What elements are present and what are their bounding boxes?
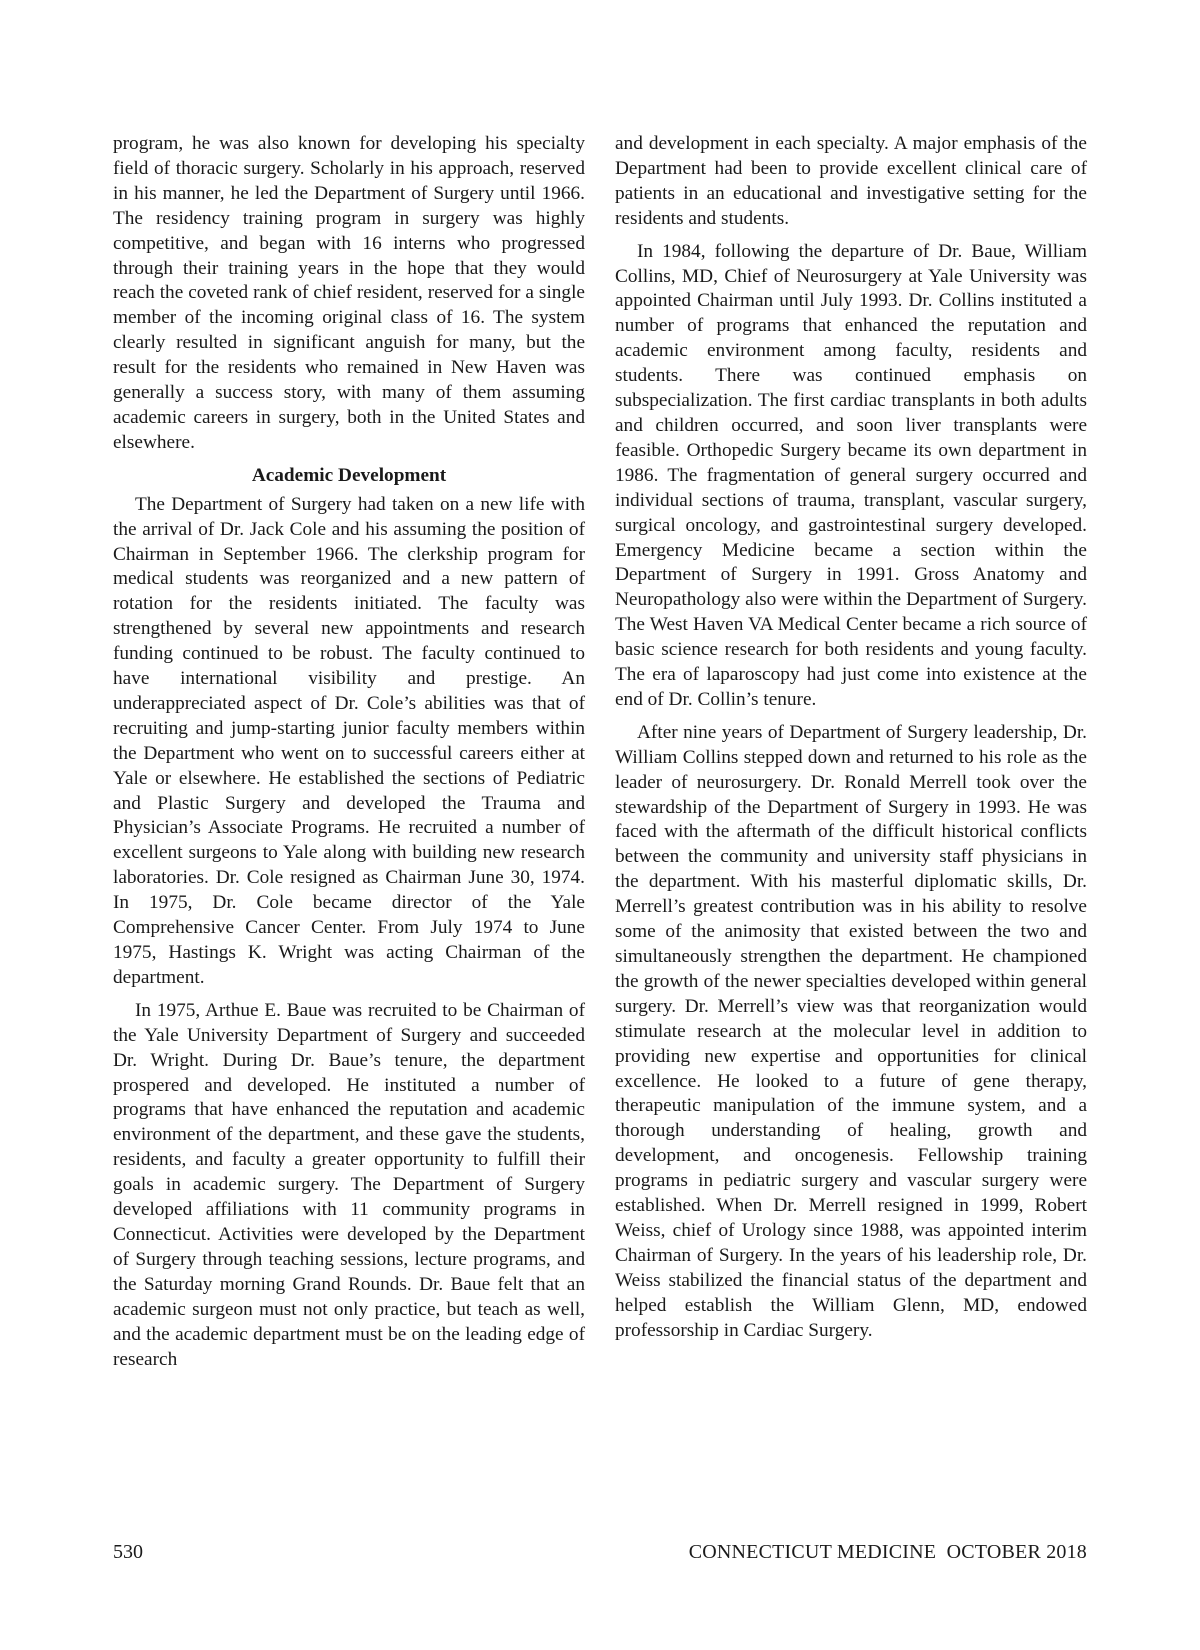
journal-title: CONNECTICUT MEDICINE [688, 1541, 937, 1563]
right-paragraph-3: After nine years of Department of Surgery leadership, Dr. William Collins stepped down and returned to his role as the leader of neurosurgery. Dr. Ronald Merrell took over the stewardship of the Department of Surgery in 1993. He was faced with the aftermath of the difficult historical conflicts between the community and university staff physicians in the department. With his masterful diplomatic skills, Dr. Merrell’s greatest contribution was in his ability to resolve some of the animosity that existed between the two and simultaneously strengthen the department. He championed the growth of the newer specialties developed within general surgery. Dr. Merrell’s view was that reorganization would stimulate research at the molecular level in addition to providing new expertise and opportunities for clinical excellence. He looked to a future of gene therapy, therapeutic manipulation of the immune system, and a thorough understanding of healing, growth and development, and oncogenesis. Fellowship training programs in pediatric surgery and vascular surgery were established. When Dr. Merrell resigned in 1999, Robert Weiss, chief of Urology since 1988, was appointed interim Chairman of Surgery. In the years of his leadership role, Dr. Weiss stabilized the financial status of the department and helped establish the William Glenn, MD, endowed professorship in Cardiac Surgery. [615, 721, 1087, 1341]
section-heading: Academic Development [251, 464, 447, 486]
left-paragraph-2: The Department of Surgery had taken on a new life with the arrival of Dr. Jack Cole and his assuming the position of Chairman in September 1966. The clerkship program for medical students was reorganized and a new pattern of rotation for the residents initiated. The faculty was strengthened by several new appointments and research funding continued to be robust. The faculty continued to have international visibility and prestige. An underappreciated aspect of Dr. Cole’s abilities was that of recruiting and jump-starting junior faculty members within the Department who went on to successful careers either at Yale or elsewhere. He established the sections of Pediatric and Plastic Surgery and developed the Trauma and Physician’s Associate Programs. He recruited a number of excellent surgeons to Yale along with building new research laboratories. Dr. Cole resigned as Chairman June 30, 1974. In 1975, Dr. Cole became director of the Yale Comprehensive Cancer Center. From July 1974 to June 1975, Hastings K. Wright was acting Chairman of the department. [113, 493, 585, 988]
journal-issue: OCTOBER 2018 [946, 1541, 1087, 1563]
left-column [113, 132, 585, 1372]
journal-info [689, 1540, 1087, 1564]
left-paragraph-3: In 1975, Arthue E. Baue was recruited to be Chairman of the Yale University Department of Surgery and succeeded Dr. Wright. During Dr. Baue’s tenure, the department prospered and developed. He instituted a number of programs that have enhanced the reputation and academic environment of the department, and these gave the students, residents, and faculty a greater opportunity to fulfill their goals in academic surgery. The Department of Surgery developed affiliations with 11 community programs in Connecticut. Activities were developed by the Department of Surgery through teaching sessions, lecture programs, and the Saturday morning Grand Rounds. Dr. Baue felt that an academic surgeon must not only practice, but teach as well, and the academic department must be on the leading edge of research [113, 999, 585, 1370]
right-paragraph-1: and development in each specialty. A major emphasis of the Department had been to provide excellent clinical care of patients in an educational and investigative setting for the residents and students. [615, 133, 1087, 229]
right-column [615, 132, 1087, 1344]
left-paragraph-1: program, he was also known for developing his specialty field of thoracic surgery. Scholarly in his approach, reserved in his manner, he led the Department of Surgery until 1966. The residency training program in surgery was highly competitive, and began with 16 interns who progressed through their training years in the hope that they would reach the coveted rank of chief resident, reserved for a single member of the incoming original class of 16. The system clearly resulted in significant anguish for many, but the result for the residents who remained in New Haven was generally a success story, with many of them assuming academic careers in surgery, both in the United States and elsewhere. [113, 133, 585, 453]
right-paragraph-2: In 1984, following the departure of Dr. Baue, William Collins, MD, Chief of Neurosurgery at Yale University was appointed Chairman until July 1993. Dr. Collins instituted a number of programs that enhanced the reputation and academic environment among faculty, residents and students. There was continued emphasis on subspecialization. The first cardiac transplants in both adults and children occurred, and soon liver transplants were feasible. Orthopedic Surgery became its own department in 1986. The fragmentation of general surgery occurred and individual sections of trauma, transplant, vascular surgery, surgical oncology, and gastrointestinal surgery developed. Emergency Medicine became a section within the Department of Surgery in 1991. Gross Anatomy and Neuropathology also were within the Department of Surgery. The West Haven VA Medical Center became a rich source of basic science research for both residents and young faculty. The era of laparoscopy had just come into existence at the end of Dr. Collin’s tenure. [615, 240, 1087, 710]
page-number: 530 [113, 1541, 143, 1563]
